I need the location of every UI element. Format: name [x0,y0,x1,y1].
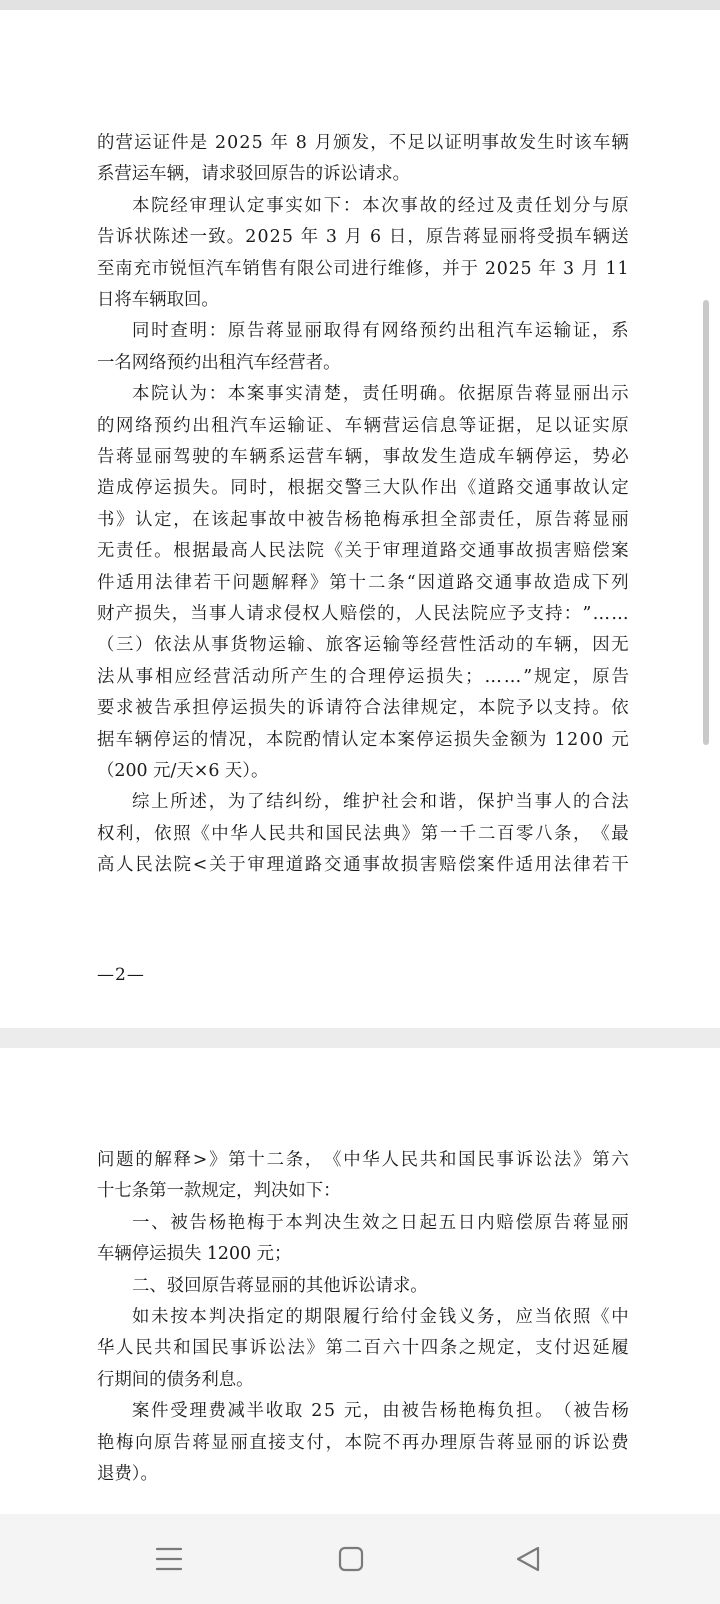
text-line: 日将车辆取回。 [97,290,219,310]
text-line: 案 件 受 理 费 减 半 收 取 2 5 元 ， 由 被 告 杨 艳 梅 负 担 。 （ 被 告 杨 [132,1401,629,1422]
back-icon [514,1545,542,1573]
menu-button[interactable] [144,1534,194,1584]
system-navigation-bar [0,1514,720,1604]
text-line: 车辆停运损失 1200 元； [97,1244,292,1265]
text-line: 造 成 停 运 损 失 。 同 时 ， 根 据 交 警 三 大 队 作 出 《 道 路 交 通 事 故 认 定 [97,478,629,499]
text-line: 综 上 所 述 ， 为 了 结 纠 纷 ， 维 护 社 会 和 谐 ， 保 护 当 事 人 的 合 法 [132,792,629,813]
text-line: 系营运车辆，请求驳回原告的诉讼请求。 [97,164,411,185]
text-line: 行期间的债务利息。 [97,1369,254,1390]
text-line: 告 蒋 显 丽 驾 驶 的 车 辆 系 运 营 车 辆 ， 事 故 发 生 造 成 车 辆 停 运 ， 势 必 [97,447,629,467]
text-line: 十七条第一款规定，判决如下： [97,1181,341,1202]
text-line: 本 院 经 审 理 认 定 事 实 如 下 ： 本 次 事 故 的 经 过 及 责 任 划 分 与 原 [132,195,629,216]
document-page-2 [0,10,720,1028]
text-line: 华 人 民 共 和 国 民 事 诉 讼 法 》 第 二 百 六 十 四 条 之 规 定 ， 支 付 迟 延 履 [97,1338,629,1359]
scrollbar-thumb[interactable] [703,300,709,745]
text-line: （ 三 ） 依 法 从 事 货 物 运 输 、 旅 客 运 输 等 经 营 性 活 动 的 车 辆 ， 因 无 [97,635,629,656]
text-line: （200 元/天×6 天）。 [97,761,269,781]
page-number: —2— [97,965,145,985]
menu-icon [155,1546,183,1572]
text-line: 至 南 充 市 锐 恒 汽 车 销 售 有 限 公 司 进 行 维 修 ， 并 于 2 0 2 5 年 3 月 1 1 [97,258,629,279]
text-line: 法 从 事 相 应 经 营 活 动 所 产 生 的 合 理 停 运 损 失 ； … … ” 规 定 ， 原 告 [97,666,629,687]
text-line: 无 责 任 。 根 据 最 高 人 民 法 院 《 关 于 审 理 道 路 交 通 事 故 损 害 赔 偿 案 [97,541,629,562]
top-status-strip [0,0,720,10]
text-line: 问 题 的 解 释 > 》 第 十 二 条 ， 《 中 华 人 民 共 和 国 民 事 诉 讼 法 》 第 六 [97,1150,629,1170]
text-line: 同 时 查 明 ： 原 告 蒋 显 丽 取 得 有 网 络 预 约 出 租 汽 车 运 输 证 ， 系 [132,321,629,342]
text-line: 高 人 民 法 院 < 关 于 审 理 道 路 交 通 事 故 损 害 赔 偿 案 件 适 用 法 律 若 干 [97,855,629,876]
back-button[interactable] [503,1534,553,1584]
text-line: 据 车 辆 停 运 的 情 况 ， 本 院 酌 情 认 定 本 案 停 运 损 失 金 额 为 1 2 0 0 元 [97,729,629,750]
text-line: 退费）。 [97,1464,158,1484]
text-line: 艳 梅 向 原 告 蒋 显 丽 直 接 支 付 ， 本 院 不 再 办 理 原 告 蒋 显 丽 的 诉 讼 费 [97,1432,629,1453]
home-button[interactable] [326,1534,376,1584]
text-line: 权 利 ， 依 照 《 中 华 人 民 共 和 国 民 法 典 》 第 一 千 二 百 零 八 条 ， 《 最 [97,823,629,844]
text-line: 告 诉 状 陈 述 一 致 。 2 0 2 5 年 3 月 6 日 ， 原 告 蒋 显 丽 将 受 损 车 辆 送 [97,227,629,248]
text-line: 件 适 用 法 律 若 干 问 题 解 释 》 第 十 二 条 “ 因 道 路 交 通 事 故 造 成 下 列 [97,572,629,593]
text-line: 本 院 认 为 ： 本 案 事 实 清 楚 ， 责 任 明 确 。 依 据 原 告 蒋 显 丽 出 示 [132,384,629,405]
document-page-3 [0,1048,720,1568]
text-line: 的 网 络 预 约 出 租 汽 车 运 输 证 、 车 辆 营 运 信 息 等 证 据 ， 足 以 证 实 原 [97,415,629,436]
text-line: 二、驳回原告蒋显丽的其他诉讼请求。 [132,1275,428,1296]
text-line: 的 营 运 证 件 是 2 0 2 5 年 8 月 颁 发 ， 不 足 以 证 明 事 故 发 生 时 该 车 辆 [97,133,629,153]
home-icon [337,1545,365,1573]
text-line: 如 未 按 本 判 决 指 定 的 期 限 履 行 给 付 金 钱 义 务 ， 应 当 依 照 《 中 [132,1307,629,1327]
text-line: 一 、 被 告 杨 艳 梅 于 本 判 决 生 效 之 日 起 五 日 内 赔 偿 原 告 蒋 显 丽 [132,1212,629,1233]
text-line: 书 》 认 定 ， 在 该 起 事 故 中 被 告 杨 艳 梅 承 担 全 部 责 任 ， 原 告 蒋 显 丽 [97,509,629,530]
text-line: 一名网络预约出租汽车经营者。 [97,352,341,373]
text-line: 要 求 被 告 承 担 停 运 损 失 的 诉 请 符 合 法 律 规 定 ， 本 院 予 以 支 持 。 依 [97,698,629,719]
text-line: 财 产 损 失 ， 当 事 人 请 求 侵 权 人 赔 偿 的 ， 人 民 法 院 应 予 支 持 ： ” … … [97,604,629,624]
